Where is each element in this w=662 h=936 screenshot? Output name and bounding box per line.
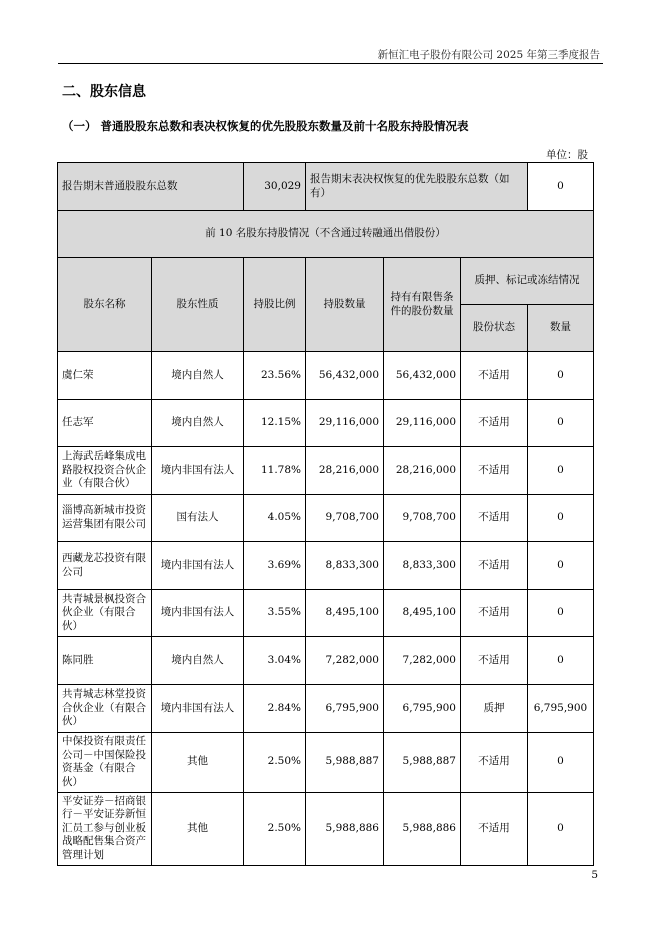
pledge-amount: 0 xyxy=(528,352,594,400)
col-header-nature: 股东性质 xyxy=(152,258,244,352)
sub-title: （一） 普通股股东总数和表决权恢复的优先股股东数量及前十名股东持股情况表 xyxy=(62,119,469,133)
page-number: 5 xyxy=(591,869,598,881)
pledge-amount: 0 xyxy=(528,495,594,542)
holding-shares: 56,432,000 xyxy=(306,352,384,400)
pledge-amount: 0 xyxy=(528,733,594,793)
holding-ratio: 2.84% xyxy=(244,685,306,733)
table-row xyxy=(58,685,594,733)
restricted-shares: 5,988,886 xyxy=(384,792,461,865)
share-status: 不适用 xyxy=(461,590,528,637)
total-holders-value: 30,029 xyxy=(244,163,306,211)
total-holders-label: 报告期末普通股股东总数 xyxy=(58,163,244,211)
shareholder-nature: 境内自然人 xyxy=(152,352,244,400)
top10-title: 前 10 名股东持股情况（不含通过转融通出借股份） xyxy=(58,211,594,258)
page-header: 新恒汇电子股份有限公司 2025 年第三季度报告 xyxy=(377,49,600,61)
header-divider xyxy=(58,63,603,64)
section-title: 二、股东信息 xyxy=(62,84,146,100)
pledge-amount: 0 xyxy=(528,792,594,865)
table-row xyxy=(58,352,594,400)
share-status: 不适用 xyxy=(461,637,528,685)
table-row xyxy=(58,637,594,685)
restricted-shares: 8,833,300 xyxy=(384,542,461,590)
share-status: 不适用 xyxy=(461,792,528,865)
restricted-shares: 8,495,100 xyxy=(384,590,461,637)
shareholder-name: 淄博高新城市投资运营集团有限公司 xyxy=(58,495,152,542)
share-status: 不适用 xyxy=(461,542,528,590)
col-header-restricted: 持有有限售条件的股份数量 xyxy=(384,258,461,352)
table-row xyxy=(58,542,594,590)
restricted-shares: 7,282,000 xyxy=(384,637,461,685)
shareholder-name: 虞仁荣 xyxy=(58,352,152,400)
summary-row xyxy=(58,163,594,211)
top10-title-row xyxy=(58,211,594,258)
holding-shares: 9,708,700 xyxy=(306,495,384,542)
pledge-amount: 6,795,900 xyxy=(528,685,594,733)
col-header-name: 股东名称 xyxy=(58,258,152,352)
shareholder-name: 陈同胜 xyxy=(58,637,152,685)
unit-label: 单位：股 xyxy=(546,149,588,161)
preferred-holders-label: 报告期末表决权恢复的优先股股东总数（如有） xyxy=(306,163,528,211)
shareholder-name: 任志军 xyxy=(58,400,152,447)
pledge-amount: 0 xyxy=(528,542,594,590)
restricted-shares: 29,116,000 xyxy=(384,400,461,447)
holding-ratio: 12.15% xyxy=(244,400,306,447)
shareholder-nature: 境内自然人 xyxy=(152,400,244,447)
restricted-shares: 56,432,000 xyxy=(384,352,461,400)
header-row xyxy=(58,258,594,305)
restricted-shares: 28,216,000 xyxy=(384,447,461,495)
col-header-amount: 数量 xyxy=(528,305,594,352)
share-status: 不适用 xyxy=(461,352,528,400)
col-header-pledge-group: 质押、标记或冻结情况 xyxy=(461,258,594,305)
table-row xyxy=(58,792,594,865)
shareholder-nature: 其他 xyxy=(152,792,244,865)
holding-shares: 8,495,100 xyxy=(306,590,384,637)
restricted-shares: 6,795,900 xyxy=(384,685,461,733)
table-row xyxy=(58,400,594,447)
holding-shares: 7,282,000 xyxy=(306,637,384,685)
share-status: 质押 xyxy=(461,685,528,733)
holding-shares: 5,988,886 xyxy=(306,792,384,865)
restricted-shares: 9,708,700 xyxy=(384,495,461,542)
shareholder-nature: 境内非国有法人 xyxy=(152,542,244,590)
holding-shares: 29,116,000 xyxy=(306,400,384,447)
shareholder-name: 平安证券－招商银行－平安证券新恒汇员工参与创业板战略配售集合资产管理计划 xyxy=(58,792,152,865)
col-header-status: 股份状态 xyxy=(461,305,528,352)
share-status: 不适用 xyxy=(461,400,528,447)
shareholder-nature: 境内非国有法人 xyxy=(152,447,244,495)
holding-shares: 6,795,900 xyxy=(306,685,384,733)
shareholder-nature: 其他 xyxy=(152,733,244,793)
shareholder-name: 共青城景枫投资合伙企业（有限合伙） xyxy=(58,590,152,637)
shareholder-name: 上海武岳峰集成电路股权投资合伙企业（有限合伙） xyxy=(58,447,152,495)
col-header-shares: 持股数量 xyxy=(306,258,384,352)
holding-shares: 28,216,000 xyxy=(306,447,384,495)
share-status: 不适用 xyxy=(461,733,528,793)
col-header-ratio: 持股比例 xyxy=(244,258,306,352)
holding-ratio: 11.78% xyxy=(244,447,306,495)
pledge-amount: 0 xyxy=(528,447,594,495)
holding-ratio: 2.50% xyxy=(244,733,306,793)
holding-ratio: 4.05% xyxy=(244,495,306,542)
holding-shares: 8,833,300 xyxy=(306,542,384,590)
holding-ratio: 3.04% xyxy=(244,637,306,685)
holding-ratio: 2.50% xyxy=(244,792,306,865)
shareholder-nature: 境内非国有法人 xyxy=(152,685,244,733)
holding-ratio: 3.55% xyxy=(244,590,306,637)
pledge-amount: 0 xyxy=(528,637,594,685)
shareholder-nature: 境内自然人 xyxy=(152,637,244,685)
shareholder-name: 西藏龙芯投资有限公司 xyxy=(58,542,152,590)
holding-ratio: 3.69% xyxy=(244,542,306,590)
holding-ratio: 23.56% xyxy=(244,352,306,400)
pledge-amount: 0 xyxy=(528,400,594,447)
shareholder-name: 共青城志林堂投资合伙企业（有限合伙） xyxy=(58,685,152,733)
share-status: 不适用 xyxy=(461,495,528,542)
holding-shares: 5,988,887 xyxy=(306,733,384,793)
share-status: 不适用 xyxy=(461,447,528,495)
shareholder-name: 中保投资有限责任公司－中国保险投资基金（有限合伙） xyxy=(58,733,152,793)
shareholder-table xyxy=(57,162,594,866)
table-row xyxy=(58,733,594,793)
pledge-amount: 0 xyxy=(528,590,594,637)
table-row xyxy=(58,447,594,495)
table-row xyxy=(58,495,594,542)
table-row xyxy=(58,590,594,637)
shareholder-nature: 国有法人 xyxy=(152,495,244,542)
shareholder-nature: 境内非国有法人 xyxy=(152,590,244,637)
restricted-shares: 5,988,887 xyxy=(384,733,461,793)
preferred-holders-value: 0 xyxy=(528,163,594,211)
